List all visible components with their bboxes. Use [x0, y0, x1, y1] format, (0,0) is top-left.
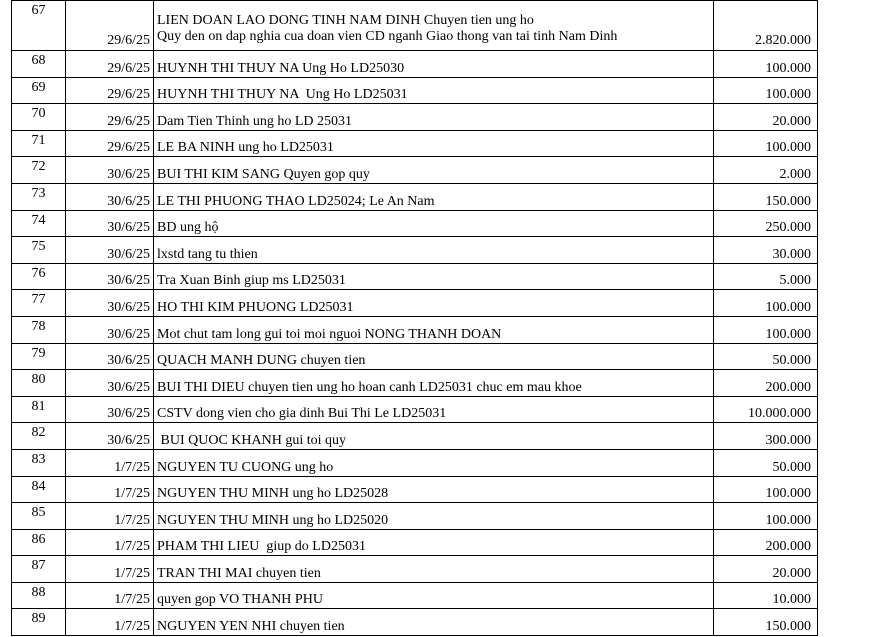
- description-line: LE BA NINH ung ho LD25031: [157, 140, 334, 156]
- table-row: [12, 183, 818, 210]
- description-line: PHAM THI LIEU giup do LD25031: [157, 539, 366, 555]
- table-row: [12, 609, 818, 636]
- row-number: 79: [12, 343, 66, 370]
- description-line: Mot chut tam long gui toi moi nguoi NONG THANH DOAN: [157, 326, 502, 342]
- row-number: 70: [12, 104, 66, 131]
- description-line: CSTV dong vien cho gia dinh Bui Thi Le LD25031: [157, 406, 447, 422]
- row-description: [154, 77, 714, 104]
- row-number: 71: [12, 130, 66, 157]
- row-description: [154, 396, 714, 423]
- description-line: HUYNH THI THUY NA Ung Ho LD25030: [157, 60, 405, 76]
- table-row: [12, 316, 818, 343]
- row-description: [154, 609, 714, 636]
- description-line: NGUYEN YEN NHI chuyen tien: [157, 619, 345, 635]
- row-amount: 20.000: [714, 556, 818, 583]
- table-row: [12, 290, 818, 317]
- row-description: [154, 582, 714, 609]
- row-amount: 300.000: [714, 423, 818, 450]
- table-row: [12, 51, 818, 78]
- row-number: 83: [12, 449, 66, 476]
- description-line: NGUYEN THU MINH ung ho LD25020: [157, 512, 389, 528]
- description-line: HO THI KIM PHUONG LD25031: [157, 299, 354, 315]
- table-row: [12, 343, 818, 370]
- row-amount: 100.000: [714, 476, 818, 503]
- description-line: QUACH MANH DUNG chuyen tien: [157, 353, 366, 369]
- table-row: [12, 476, 818, 503]
- description-line: BUI THI KIM SANG Quyen gop quy: [157, 166, 370, 182]
- row-number: 84: [12, 476, 66, 503]
- row-amount: 20.000: [714, 104, 818, 131]
- row-amount: 50.000: [714, 343, 818, 370]
- table-row: [12, 237, 818, 264]
- row-date: 1/7/25: [66, 449, 154, 476]
- row-number: 75: [12, 237, 66, 264]
- row-description: [154, 449, 714, 476]
- row-date: 30/6/25: [66, 343, 154, 370]
- description-line: Quy den on dap nghia cua doan vien CD nganh Giao thong van tai tinh Nam Dinh: [157, 29, 618, 44]
- description-line: LIEN DOAN LAO DONG TINH NAM DINH Chuyen tien ung ho: [157, 13, 534, 28]
- row-amount: 100.000: [714, 503, 818, 530]
- row-number: 81: [12, 396, 66, 423]
- row-date: 29/6/25: [66, 77, 154, 104]
- row-date: 30/6/25: [66, 316, 154, 343]
- table-row: [12, 77, 818, 104]
- row-date: 29/6/25: [66, 1, 154, 51]
- row-description: [154, 130, 714, 157]
- description-line: BUI THI DIEU chuyen tien ung ho hoan canh LD25031 chuc em mau khoe: [157, 379, 582, 395]
- row-date: 30/6/25: [66, 157, 154, 184]
- row-number: 78: [12, 316, 66, 343]
- row-date: 1/7/25: [66, 476, 154, 503]
- row-amount: 250.000: [714, 210, 818, 237]
- description-line: NGUYEN THU MINH ung ho LD25028: [157, 486, 389, 502]
- row-number: 88: [12, 582, 66, 609]
- row-amount: 30.000: [714, 237, 818, 264]
- row-date: 29/6/25: [66, 104, 154, 131]
- table-row: [12, 157, 818, 184]
- description-line: BD ung hộ: [157, 220, 219, 236]
- row-amount: 50.000: [714, 449, 818, 476]
- donation-ledger-table: [11, 0, 818, 636]
- description-line: Dam Tien Thinh ung ho LD 25031: [157, 113, 352, 129]
- row-description: [154, 157, 714, 184]
- row-date: 1/7/25: [66, 609, 154, 636]
- row-amount: 100.000: [714, 290, 818, 317]
- row-date: 30/6/25: [66, 423, 154, 450]
- row-date: 29/6/25: [66, 130, 154, 157]
- row-description: [154, 316, 714, 343]
- row-date: 1/7/25: [66, 582, 154, 609]
- row-number: 89: [12, 609, 66, 636]
- row-description: [154, 503, 714, 530]
- table-row: [12, 503, 818, 530]
- row-date: 30/6/25: [66, 263, 154, 290]
- row-description: [154, 343, 714, 370]
- table-row: [12, 1, 818, 51]
- description-line: HUYNH THI THUY NA Ung Ho LD25031: [157, 87, 408, 103]
- row-date: 29/6/25: [66, 51, 154, 78]
- description-line: Tra Xuan Binh giup ms LD25031: [157, 273, 346, 289]
- row-date: 30/6/25: [66, 210, 154, 237]
- description-line: TRAN THI MAI chuyen tien: [157, 565, 321, 581]
- row-description: [154, 476, 714, 503]
- row-amount: 5.000: [714, 263, 818, 290]
- row-description: [154, 104, 714, 131]
- row-number: 74: [12, 210, 66, 237]
- table-row: [12, 423, 818, 450]
- row-amount: 10.000.000: [714, 396, 818, 423]
- row-number: 87: [12, 556, 66, 583]
- row-amount: 2.000: [714, 157, 818, 184]
- row-description: [154, 529, 714, 556]
- row-description: [154, 370, 714, 397]
- table-row: [12, 370, 818, 397]
- row-date: 30/6/25: [66, 290, 154, 317]
- row-number: 77: [12, 290, 66, 317]
- row-description: [154, 51, 714, 78]
- row-date: 1/7/25: [66, 529, 154, 556]
- description-line: BUI QUOC KHANH gui toi quy: [157, 432, 346, 448]
- table-row: [12, 104, 818, 131]
- row-date: 1/7/25: [66, 503, 154, 530]
- row-date: 30/6/25: [66, 396, 154, 423]
- table-row: [12, 130, 818, 157]
- row-number: 85: [12, 503, 66, 530]
- row-number: 73: [12, 183, 66, 210]
- row-date: 30/6/25: [66, 370, 154, 397]
- table-row: [12, 396, 818, 423]
- row-amount: 200.000: [714, 370, 818, 397]
- table-row: [12, 529, 818, 556]
- ledger-body: [12, 1, 818, 636]
- row-number: 80: [12, 370, 66, 397]
- row-amount: 100.000: [714, 51, 818, 78]
- row-amount: 100.000: [714, 316, 818, 343]
- row-amount: 100.000: [714, 130, 818, 157]
- row-description: [154, 210, 714, 237]
- table-row: [12, 449, 818, 476]
- description-line: quyen gop VO THANH PHU: [157, 592, 323, 608]
- row-date: 30/6/25: [66, 237, 154, 264]
- row-amount: 150.000: [714, 609, 818, 636]
- row-number: 68: [12, 51, 66, 78]
- row-date: 30/6/25: [66, 183, 154, 210]
- row-number: 72: [12, 157, 66, 184]
- table-row: [12, 582, 818, 609]
- table-row: [12, 556, 818, 583]
- row-description: [154, 237, 714, 264]
- description-line: lxstd tang tu thien: [157, 246, 258, 262]
- table-row: [12, 210, 818, 237]
- row-description: [154, 290, 714, 317]
- row-number: 69: [12, 77, 66, 104]
- row-description: [154, 183, 714, 210]
- row-amount: 200.000: [714, 529, 818, 556]
- row-description: [154, 556, 714, 583]
- description-line: NGUYEN TU CUONG ung ho: [157, 459, 334, 475]
- row-amount: 100.000: [714, 77, 818, 104]
- row-amount: 150.000: [714, 183, 818, 210]
- row-amount: 10.000: [714, 582, 818, 609]
- description-line: LE THI PHUONG THAO LD25024; Le An Nam: [157, 193, 435, 209]
- row-number: 76: [12, 263, 66, 290]
- row-description: [154, 423, 714, 450]
- row-description: [154, 263, 714, 290]
- row-description: [154, 1, 714, 51]
- row-number: 67: [12, 1, 66, 51]
- row-date: 1/7/25: [66, 556, 154, 583]
- row-amount: 2.820.000: [714, 1, 818, 51]
- table-row: [12, 263, 818, 290]
- row-number: 82: [12, 423, 66, 450]
- row-number: 86: [12, 529, 66, 556]
